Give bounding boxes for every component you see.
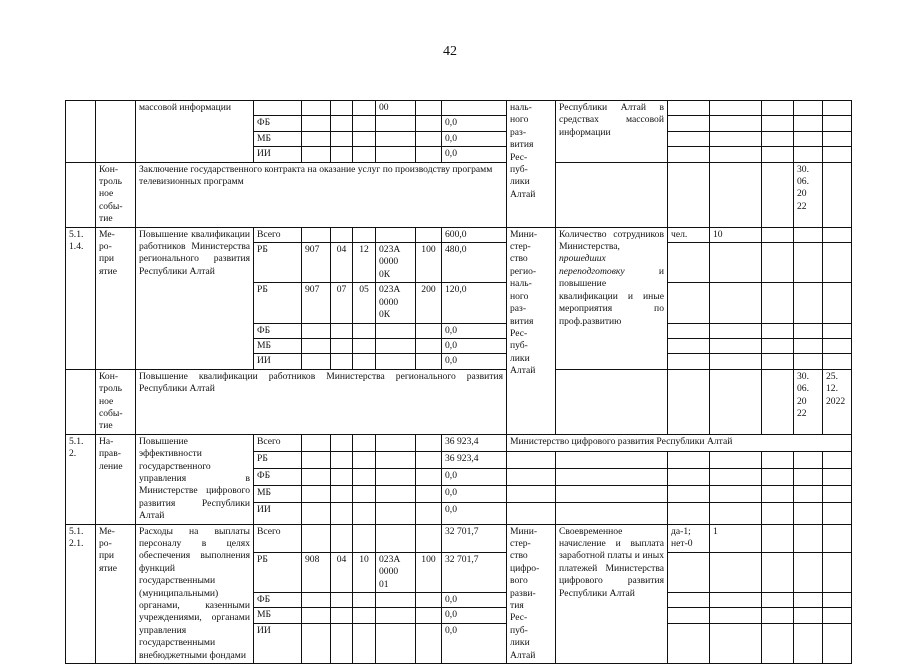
row-number: 5.1. 1.4. [66,227,96,369]
event-text: Заключение государственного контракта на оказание услуг по производству программ телевизионных программ [136,162,507,227]
cell-amount: 36 923,4 [442,434,507,451]
control-event-row [66,162,852,227]
table-row [66,227,852,242]
row-type: Ме- ро- при ятие [96,227,136,369]
indicator: Количество сотрудников Министерства, прошедших переподготовку и повышение квалификации и иные мероприятия по проф.развитию [556,227,668,369]
cell-source: ФБ [254,592,302,608]
cell-amount: 0,0 [442,485,507,502]
cell-source: ИИ [254,502,302,524]
table-row: РБ 907 04 12 023А 0000 0К 100 480,0 [66,243,852,283]
row-number: 5.1. 2.1. [66,524,96,663]
cell-amount: 0,0 [442,116,507,131]
cell-source: ИИ [254,624,302,664]
cell-source: МБ [254,338,302,353]
table-row [66,524,852,552]
cell-source: ИИ [254,354,302,369]
cell-amount: 32 701,7 [442,524,507,552]
plan-table [65,100,852,664]
cell-amount: 120,0 [442,283,507,323]
executor: Мини- стер- ство регио- наль- ного раз- вития Рес- пуб- лики Алтай [507,227,556,434]
cell-amount: 0,0 [442,338,507,353]
activity-name: Повышение квалификации работников Министерства регионального развития Республики Алтай [136,227,254,369]
executor: наль- ного раз- вития Рес- пуб- лики Алтай [507,101,556,228]
cell-source: МБ [254,608,302,624]
cell-amount: 600,0 [442,227,507,242]
cell-source: МБ [254,485,302,502]
cell-source: РБ [254,451,302,468]
indicator: Своевременное начисление и выплата заработной платы и иных платежей Министерства цифрового развития Республики Алтай [556,524,668,663]
cell-amount: 0,0 [442,131,507,146]
cell-amount: 0,0 [442,624,507,664]
cell-amount: 0,0 [442,323,507,338]
cell-source: РБ [254,283,302,323]
cell-source: Всего [254,434,302,451]
row-type: На- прав- ление [96,434,136,524]
page-dot: . [326,93,329,103]
event-text: Повышение квалификации работников Министерства регионального развития Республики Алтай [136,369,507,434]
cell-type [96,101,136,163]
executor: Мини- стер- ство цифро- вого разви- тия Рес- пуб- лики Алтай [507,524,556,663]
activity-name: Расходы на выплаты персоналу в целях обеспечения выполнения функций государственными (муниципальными) органами, казенными учреждениями, органами управления государственными внебюджетными фондами [136,524,254,663]
cell-amount: 0,0 [442,592,507,608]
cell-source: ФБ [254,468,302,485]
cell-csr: 00 [376,101,416,116]
cell-amount: 480,0 [442,243,507,283]
cell-amount: 0,0 [442,147,507,162]
event-date-plan: 30. 06. 20 22 [794,162,823,227]
event-type: Кон- троль ное собы- тие [96,162,136,227]
cell-source [254,101,302,116]
executor: Министерство цифрового развития Республики Алтай [507,434,852,451]
page-number: 42 [443,44,457,59]
event-type: Кон- троль ное собы- тие [96,369,136,434]
cell-source: Всего [254,227,302,242]
unit: да-1; нет-0 [668,524,710,552]
activity-name: Повышение эффективности государственного управления в Министерстве цифрового развития Республики Алтай [136,434,254,524]
cell-num [66,101,96,163]
table-row: РБ 907 07 05 023А 0000 0К 200 120,0 [66,283,852,323]
control-event-row [66,369,852,434]
cell-source: ФБ [254,323,302,338]
cell-source: ФБ [254,116,302,131]
cell-source: ИИ [254,147,302,162]
table-row: РБ 908 04 10 023А 0000 01 100 32 701,7 [66,552,852,592]
target: 1 [710,524,762,552]
cell-amount: 0,0 [442,502,507,524]
event-date-plan: 30. 06. 20 22 [794,369,823,434]
table-row [66,101,852,116]
cell-source: РБ [254,243,302,283]
cell-source: Всего [254,524,302,552]
cell-amount: 0,0 [442,468,507,485]
cell-amount: 0,0 [442,608,507,624]
cell-source: РБ [254,552,302,592]
table-row [66,434,852,451]
activity-name: массовой информации [136,101,254,163]
row-number: 5.1. 2. [66,434,96,524]
row-type: Ме- ро- при ятие [96,524,136,663]
unit: чел. [668,227,710,242]
cell-amount: 0,0 [442,354,507,369]
cell-source: МБ [254,131,302,146]
cell-amount: 32 701,7 [442,552,507,592]
indicator: Республики Алтай в средствах массовой информации [556,101,668,163]
cell-amount: 36 923,4 [442,451,507,468]
event-date-fact: 25. 12. 2022 [823,369,852,434]
target: 10 [710,227,762,242]
